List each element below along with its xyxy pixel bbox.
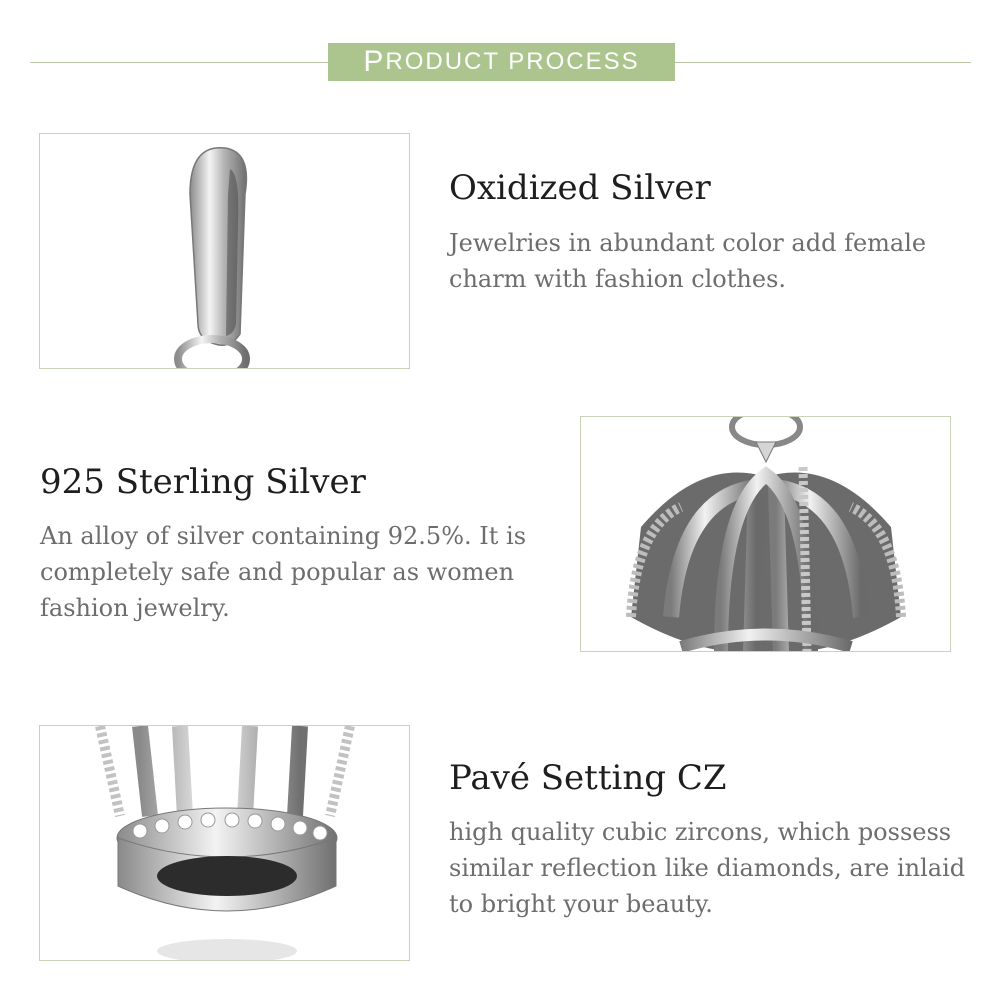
pave-crown-base-icon [40,726,410,961]
header-rule-left [30,62,328,63]
product-image-pave [39,725,410,961]
crown-charm-icon [581,417,951,652]
section-title-oxidized: Oxidized Silver [449,168,711,208]
section-title-sterling: 925 Sterling Silver [40,462,366,502]
section-desc-oxidized: Jewelries in abundant color add female charm with fashion clothes. [449,229,927,293]
silver-bail-icon [40,134,410,369]
section-banner [328,43,675,81]
banner-initial: P [363,45,386,78]
product-image-crown [580,416,951,652]
banner-text: RODUCT PROCESS [385,48,640,75]
section-title-pave: Pavé Setting CZ [449,758,727,798]
section-desc-sterling: An alloy of silver containing 92.5%. It is completely safe and popular as women fashion jewelry. [40,522,527,622]
section-desc-pave: high quality cubic zircons, which possess similar reflection like diamonds, are inlaid to bright your beauty. [449,818,966,918]
header-rule-right [675,62,971,63]
product-image-bail [39,133,410,369]
